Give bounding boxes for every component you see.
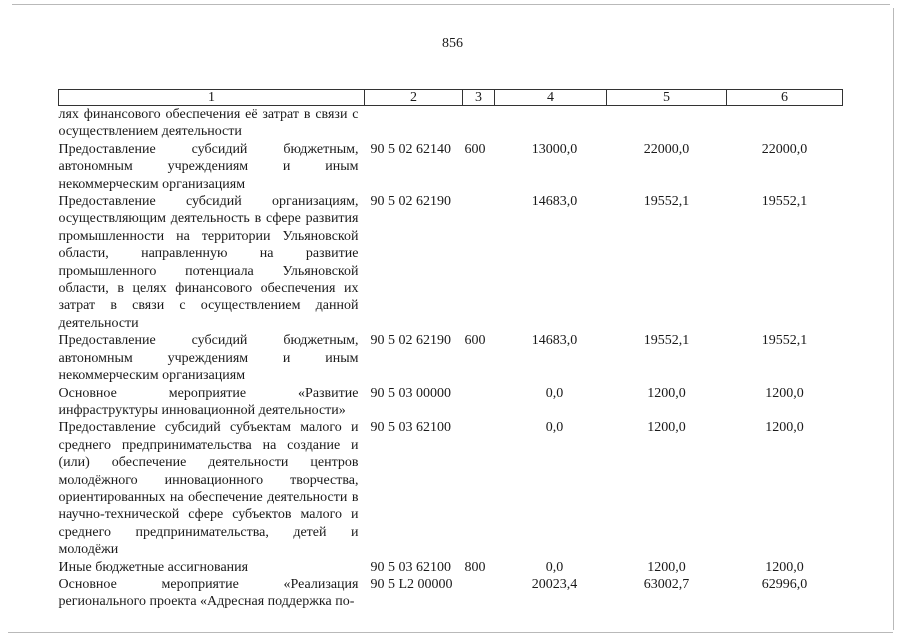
col-header-6: 6 bbox=[727, 90, 843, 106]
row-value-col4: 0,0 bbox=[545, 420, 564, 436]
row-name: Предоставление субсидий бюджетным, автономным учреждениям и иным некоммерческим организациям bbox=[58, 141, 359, 192]
row-code bbox=[365, 106, 463, 141]
row-value-col5: 1200,0 bbox=[647, 559, 686, 575]
row-value-col4: 0,0 bbox=[545, 559, 564, 575]
page-number: 856 bbox=[442, 36, 463, 51]
table-row bbox=[59, 141, 843, 193]
col-header-1: 1 bbox=[59, 90, 365, 106]
row-code: 90 5 03 00000 bbox=[370, 385, 451, 401]
scan-edge-bottom bbox=[8, 632, 893, 633]
row-value-col6 bbox=[727, 106, 843, 141]
col-header-5: 5 bbox=[607, 90, 727, 106]
row-value-col6: 62996,0 bbox=[761, 576, 808, 592]
row-value-col5: 1200,0 bbox=[647, 420, 686, 436]
row-name: Предоставление субсидий организациям, осуществляющим деятельность в сфере развития промышленности на территории Ульяновской области, направленную на развитие промышленного потенциала Ульяновской области, в целях финансового обеспечения их затрат в связи с осуществлением данной деятельности bbox=[58, 194, 359, 331]
row-value-col6: 19552,1 bbox=[761, 333, 808, 349]
row-value-col6: 19552,1 bbox=[761, 194, 808, 210]
row-code: 90 5 03 62100 bbox=[370, 559, 451, 575]
row-value-col5 bbox=[607, 106, 727, 141]
table-row bbox=[59, 385, 843, 420]
col-header-3: 3 bbox=[463, 90, 495, 106]
table-row bbox=[59, 193, 843, 332]
row-value-col5: 22000,0 bbox=[643, 141, 690, 157]
table-row bbox=[59, 559, 843, 576]
table-row bbox=[59, 576, 843, 611]
row-expense-type bbox=[463, 193, 495, 332]
table-row bbox=[59, 419, 843, 558]
row-value-col5: 19552,1 bbox=[643, 333, 690, 349]
row-name: лях финансового обеспечения её затрат в связи с осуществлением деятельности bbox=[58, 107, 359, 140]
row-value-col5: 1200,0 bbox=[647, 385, 686, 401]
scan-edge-top bbox=[12, 4, 890, 5]
row-value-col4: 14683,0 bbox=[531, 194, 578, 210]
row-code: 90 5 02 62190 bbox=[370, 194, 451, 210]
row-expense-type: 600 bbox=[464, 141, 486, 157]
row-value-col4: 13000,0 bbox=[531, 141, 578, 157]
row-code: 90 5 02 62140 bbox=[370, 141, 451, 157]
row-name: Иные бюджетные ассигнования bbox=[58, 559, 249, 575]
row-name: Предоставление субсидий бюджетным, автономным учреждениям и иным некоммерческим организациям bbox=[58, 333, 359, 384]
row-name: Основное мероприятие «Развитие инфраструктуры инновационной деятельности» bbox=[58, 385, 359, 418]
row-expense-type bbox=[463, 385, 495, 420]
row-value-col4: 14683,0 bbox=[531, 333, 578, 349]
row-value-col6: 1200,0 bbox=[765, 420, 804, 436]
col-header-2: 2 bbox=[365, 90, 463, 106]
row-name: Предоставление субсидий субъектам малого и среднего предпринимательства на создание и (или) обеспечение деятельности центров молодёжного инновационного творчества, ориентированных на обеспечение деятельности в научно-технической сфере субъектов малого и среднего предпринимательства, детей и молодёжи bbox=[58, 420, 359, 558]
row-name: Основное мероприятие «Реализация регионального проекта «Адресная поддержка по- bbox=[58, 576, 359, 610]
scan-edge-right bbox=[893, 8, 894, 630]
row-expense-type: 600 bbox=[464, 333, 486, 349]
row-expense-type bbox=[463, 576, 495, 611]
row-code: 90 5 03 62100 bbox=[370, 420, 451, 436]
header-row bbox=[59, 90, 843, 106]
row-value-col6: 22000,0 bbox=[761, 141, 808, 157]
row-code: 90 5 02 62190 bbox=[370, 333, 451, 349]
budget-table bbox=[58, 89, 843, 611]
row-value-col5: 19552,1 bbox=[643, 194, 690, 210]
row-value-col5: 63002,7 bbox=[643, 576, 690, 592]
row-value-col6: 1200,0 bbox=[765, 385, 804, 401]
col-header-4: 4 bbox=[495, 90, 607, 106]
row-value-col6: 1200,0 bbox=[765, 559, 804, 575]
row-value-col4: 20023,4 bbox=[531, 576, 578, 592]
row-value-col4 bbox=[495, 106, 607, 141]
table-row bbox=[59, 106, 843, 141]
row-expense-type bbox=[463, 419, 495, 558]
row-value-col4: 0,0 bbox=[545, 385, 564, 401]
table-row bbox=[59, 332, 843, 384]
row-code: 90 5 L2 00000 bbox=[370, 576, 453, 592]
row-expense-type: 800 bbox=[464, 559, 486, 575]
row-expense-type bbox=[463, 106, 495, 141]
